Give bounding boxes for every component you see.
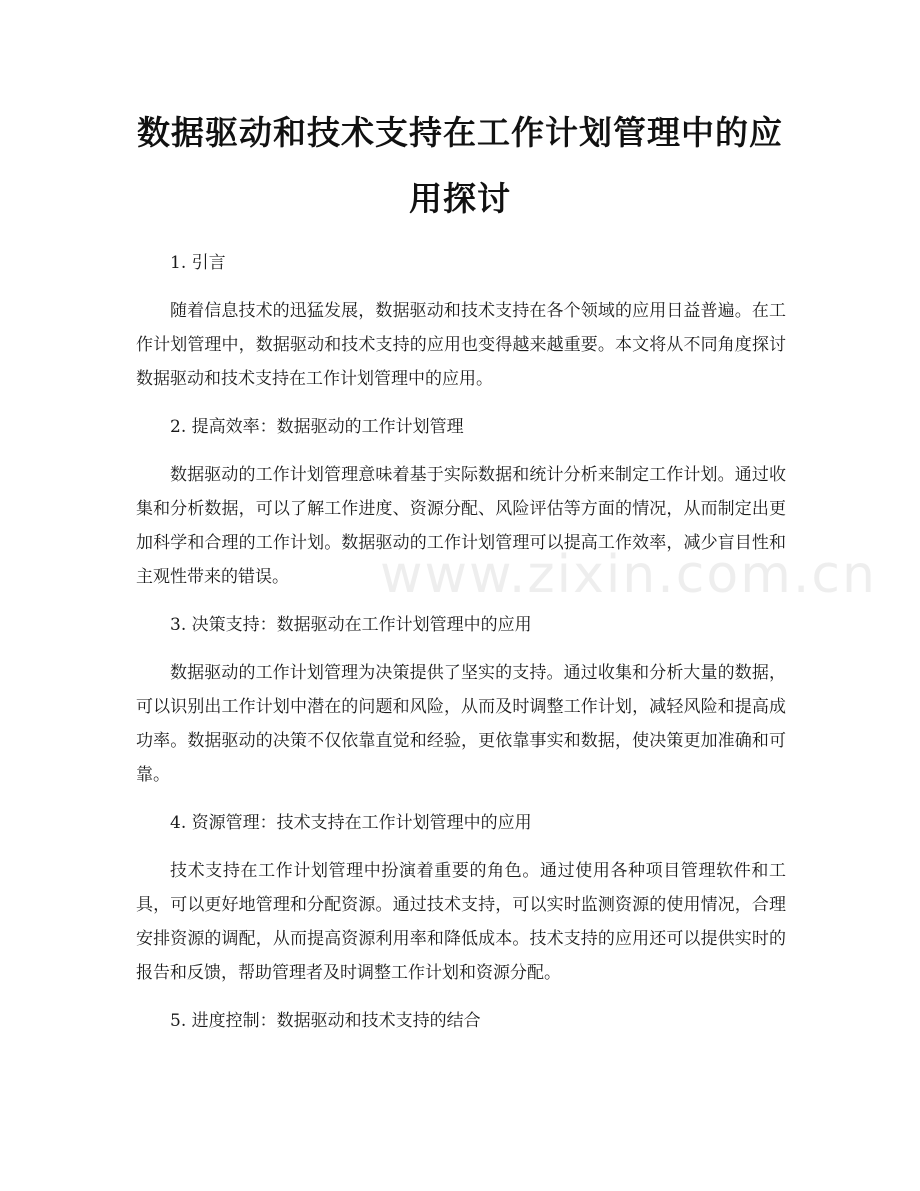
document-body (136, 246, 786, 1052)
section-heading-5: 5. 进度控制：数据驱动和技术支持的结合 (170, 1011, 481, 1031)
section-heading-1: 1. 引言 (170, 253, 226, 273)
document-title: 数据驱动和技术支持在工作计划管理中的应用探讨 (137, 113, 783, 218)
section-heading-3: 3. 决策支持：数据驱动在工作计划管理中的应用 (170, 615, 532, 635)
section-paragraph-2: 数据驱动的工作计划管理意味着基于实际数据和统计分析来制定工作计划。通过收集和分析数据，可以了解工作进度、资源分配、风险评估等方面的情况，从而制定出更加科学和合理的工作计划。数据驱动的工作计划管理可以提高工作效率，减少盲目性和主观性带来的错误。 (136, 465, 786, 587)
section-heading-4: 4. 资源管理：技术支持在工作计划管理中的应用 (170, 813, 532, 833)
watermark: www.zixin.com.cn (380, 545, 877, 605)
section-paragraph-3: 数据驱动的工作计划管理为决策提供了坚实的支持。通过收集和分析大量的数据，可以识别出工作计划中潜在的问题和风险，从而及时调整工作计划，减轻风险和提高成功率。数据驱动的决策不仅依靠直觉和经验，更依靠事实和数据，使决策更加准确和可靠。 (136, 663, 786, 785)
section-heading-2: 2. 提高效率：数据驱动的工作计划管理 (170, 417, 464, 437)
section-paragraph-1: 随着信息技术的迅猛发展，数据驱动和技术支持在各个领域的应用日益普遍。在工作计划管理中，数据驱动和技术支持的应用也变得越来越重要。本文将从不同角度探讨数据驱动和技术支持在工作计划管理中的应用。 (136, 301, 786, 389)
section-paragraph-4: 技术支持在工作计划管理中扮演着重要的角色。通过使用各种项目管理软件和工具，可以更好地管理和分配资源。通过技术支持，可以实时监测资源的使用情况，合理安排资源的调配，从而提高资源利用率和降低成本。技术支持的应用还可以提供实时的报告和反馈，帮助管理者及时调整工作计划和资源分配。 (136, 861, 786, 983)
